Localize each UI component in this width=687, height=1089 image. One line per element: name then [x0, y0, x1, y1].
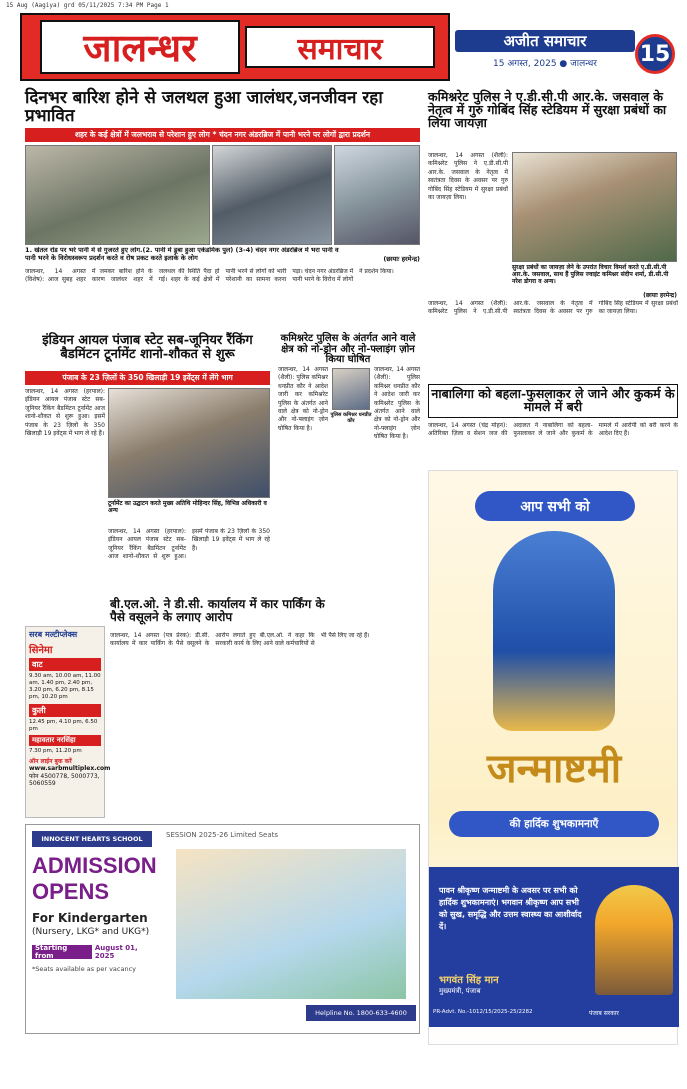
story6-headline: बी.एल.ओ. ने डी.सी. कार्यालय में कार पार्किंग के पैसे वसूलने के लगाए आरोप [110, 597, 325, 624]
school-session: SESSION 2025-26 Limited Seats [166, 831, 279, 839]
city: जालन्धर [570, 59, 597, 69]
story1-body: जालन्धर, 14 अगस्त (विशेष): आज सुबह शहर में जमकर बारिश होने के कारण जालंधर शहर में जलथल की स्थिति पैदा हो गई। शहर के कई क्षेत्रों में पानी भरने से लोगों को भारी परेशानी का सामना करना पड़ा। चंदन नगर अंडरब्रिज में पानी भरने के विरोध में लोगों ने प्रदर्शन किया। [25, 268, 394, 284]
photo-protest [334, 145, 420, 245]
movie-3-name: महावतार नरसिंहा [29, 735, 101, 746]
page-number: 15 [635, 34, 675, 74]
movie-3-times: 7.30 pm, 11.20 pm [29, 747, 82, 754]
photo-stadium-inspection [512, 152, 677, 262]
school-helpline: Helpline No. 1800-633-4600 [306, 1005, 416, 1021]
cm-message-panel [429, 867, 679, 1027]
story5-box [428, 384, 678, 418]
cinema-phone: फोन 4500778, 5000773, 5060559 [29, 772, 100, 787]
cm-photo [595, 885, 673, 995]
adv-number: PR-Advt. No.-1012/15/2025-25/2282 [433, 1009, 533, 1015]
photo-police-commissioner [332, 368, 370, 410]
janmashtami-ad [428, 470, 678, 1045]
masthead-left: जालन्धर [40, 20, 240, 74]
story3-sub: पंजाब के 23 ज़िलों के 350 खिलाड़ी 19 इवेंट्स में लेंगे भाग [25, 371, 270, 385]
date: 15 अगस्त, 2025 [493, 59, 557, 69]
story2-credit: (छायाः हरमेन्द्र) [643, 292, 677, 299]
story6-body: जालन्धर, 14 अगस्त (पत्र प्रेरक): डी.सी. कार्यालय में कार पार्किंग के पैसे वसूलने के आरोप लगाते हुए बी.एल.ओ. ने कहा कि सरकारी कार्य के लिए आने वाले कर्मचारियों से भी पैसे लिए जा रहे हैं। [110, 632, 370, 648]
cm-name: भगवंत सिंह मान [439, 975, 499, 986]
janm-footer: पंजाब सरकार [589, 1010, 619, 1017]
story4-photo-label: पुलिस कमिश्नर धनप्रीत कौर [330, 412, 372, 424]
meta-line: 15 Aug (Aagiya) grd 05/11/2025 7:34 PM Page 1 [6, 2, 169, 9]
cm-message: पावन श्रीकृष्ण जन्माष्टमी के अवसर पर सभी को हार्दिक शुभकामनाएं। भगवान श्रीकृष्ण आप सभी को सुख, समृद्धि और उत्तम स्वास्थ्य का आशीर्वाद दें। [439, 886, 582, 931]
school-illustration [176, 849, 406, 999]
krishna-illustration [493, 531, 615, 731]
story2-headline: कमिश्नरेट पुलिस ने ए.डी.सी.पी आर.के. जसवाल के नेतृत्व में गुरु गोबिंद सिंह स्टेडियम में सुरक्षा प्रबंधों का लिया जायज़ा [428, 89, 667, 131]
story5-headline: नाबालिगा को बहला-फुसलाकर ले जाने और कुकर्म के मामले में बरी [431, 386, 675, 415]
starting-date-value: August 01, 2025 [92, 944, 162, 960]
movie-2-times: 12.45 pm, 4.10 pm, 6.50 pm [29, 718, 98, 732]
dateline: 15 अगस्त, 2025 ● जालन्धर [493, 59, 597, 69]
story1-caption: 1. खेतल रोड पर भरे पानी में से गुजरते हुए लोग.(2. पानी में डूबा हुआ एकेडमिक पुल) (3-4) चंदन नगर अंडरब्रिज में भरा पानी व पानी भरने के विरोधस्वरूप प्रदर्शन करते व रोष प्रकट करते इलाके के लोग [25, 247, 339, 262]
cinema-box [25, 626, 111, 818]
photo-underbridge [212, 145, 332, 245]
photo-flood-1 [25, 145, 210, 245]
admission-label: ADMISSION [32, 853, 157, 878]
cinema-url[interactable]: www.sarbmultiplex.com [29, 764, 111, 772]
story4-body: जालन्धर, 14 अगस्त (शैली): पुलिस कमिश्नर धनप्रीत कौर ने आदेश जारी कर कमिश्नरेट पुलिस के अंतर्गत आने वाले क्षेत्र को नो-ड्रोन और नो-फ्लाइंग ज़ोन घोषित किया है। [278, 366, 328, 432]
opens-label: OPENS [32, 879, 110, 904]
school-name: INNOCENT HEARTS SCHOOL [32, 831, 152, 847]
story3-body-2: जालन्धर, 14 अगस्त (हरपाल): इंडियन आयल पंजाब स्टेट सब-जूनियर रैंकिंग बैडमिंटन टूर्नामेंट आज शानो-शौकत से शुरू हुआ। इसमें पंजाब के 23 ज़िलों के 350 खिलाड़ी 19 इवेंट्स में भाग ले रहे हैं। [108, 528, 270, 561]
kindergarten-label: For Kindergarten [32, 911, 148, 925]
story5-body: जालन्धर, 14 अगस्त (चंद्र मोहन): अतिरिक्त ज़िला व सेशन जज की अदालत ने नाबालिगा को बहला-फुसलाकर ले जाने और कुकर्म के मामले में आरोपी को बरी करने के आदेश दिए हैं। [428, 422, 678, 438]
cinema-title: सिनेमा [29, 645, 53, 656]
story4-body-2: जालन्धर, 14 अगस्त (शैली): पुलिस कमिश्नर धनप्रीत कौर ने आदेश जारी कर कमिश्नरेट पुलिस के अंतर्गत आने वाले क्षेत्र को नो-ड्रोन और नो-फ्लाइंग ज़ोन घोषित किया है। [374, 366, 420, 441]
story4-headline: कमिश्नरेट पुलिस के अंतर्गत आने वाले क्षेत्र को नो-ड्रोन और नो-फ्लाइंग ज़ोन किया घोषित [280, 333, 416, 365]
school-ad [25, 824, 420, 1034]
story3-headline: इंडियन आयल पंजाब स्टेट सब-जूनियर रैंकिंग बैडमिंटन टूर्नामेंट शानो-शौकत से शुरू [42, 333, 253, 362]
story1-sub: शहर के कई क्षेत्रों में जलभराव से परेशान हुए लोग * चंदन नगर अंडरब्रिज में पानी भरने पर लोगों द्वारा प्रदर्शन [25, 128, 420, 142]
story3-caption: टूर्नामेंट का उद्घाटन करते मुख्य अतिथि मोहिन्दर सिंह, विभिन्न अधिकारी व अन्य [108, 500, 267, 515]
seats-note: *Seats available as per vacancy [32, 965, 136, 973]
photo-badminton [108, 388, 270, 498]
janm-wish: की हार्दिक शुभकामनाएँ [449, 811, 659, 837]
starting-date [32, 945, 162, 959]
story1-credit: (छायाः हरमेन्द्र) [383, 255, 420, 263]
movie-1-name: वाट [29, 658, 101, 671]
janm-header: आप सभी को [475, 491, 635, 521]
movie-1-times: 9.30 am, 10.00 am, 11.00 am, 1.40 pm, 2.40 pm, 3.20 pm, 6.20 pm, 8.15 pm, 10.20 pm [29, 673, 101, 701]
masthead-right: समाचार [245, 26, 435, 68]
starting-label: Starting from [35, 944, 68, 960]
janm-title: जन्माष्टमी [486, 745, 622, 792]
cinema-booking: ऑन लाईन बुक करें [29, 757, 72, 765]
cm-designation: मुख्यमंत्री, पंजाब [439, 987, 481, 995]
movie-2-name: कुली [29, 704, 101, 717]
story2-body-2: जालन्धर, 14 अगस्त (शैली): कमिश्नरेट पुलिस ने ए.डी.सी.पी आर.के. जसवाल के नेतृत्व में स्वतंत्रता दिवस के अवसर पर गुरु गोबिंद सिंह स्टेडियम में सुरक्षा प्रबंधों का जायज़ा लिया। [428, 300, 678, 316]
classes-label: (Nursery, LKG* and UKG*) [32, 927, 150, 937]
story3-body: जालन्धर, 14 अगस्त (हरपाल): इंडियन आयल पंजाब स्टेट सब-जूनियर रैंकिंग बैडमिंटन टूर्नामेंट आज शानो-शौकत से शुरू हुआ। इसमें पंजाब के 23 ज़िलों के 350 खिलाड़ी 19 इवेंट्स में भाग ले रहे हैं। [25, 388, 105, 437]
cinema-heading: सरब मल्टीप्लेक्स [29, 630, 78, 639]
story2-caption: सुरक्षा प्रबंधों का जायज़ा लेने के उपरांत विचार विमर्श करते ए.डी.सी.पी आर.के. जसवाल, साथ हैं पुलिस ज्वाइंट कमिश्नर संदीप शर्मा, डी.सी.पी नरेश डोगरा व अन्य। [512, 264, 669, 286]
story2-body: जालन्धर, 14 अगस्त (शैली): कमिश्नरेट पुलिस ने ए.डी.सी.पी आर.के. जसवाल के नेतृत्व में स्वतंत्रता दिवस के अवसर पर गुरु गोबिंद सिंह स्टेडियम में सुरक्षा प्रबंधों का जायज़ा लिया। [428, 152, 508, 201]
story1-headline: दिनभर बारिश होने से जलथल हुआ जालंधर,जनजीवन रहा प्रभावित [25, 88, 383, 126]
paper-name: अजीत समाचार [455, 30, 635, 52]
